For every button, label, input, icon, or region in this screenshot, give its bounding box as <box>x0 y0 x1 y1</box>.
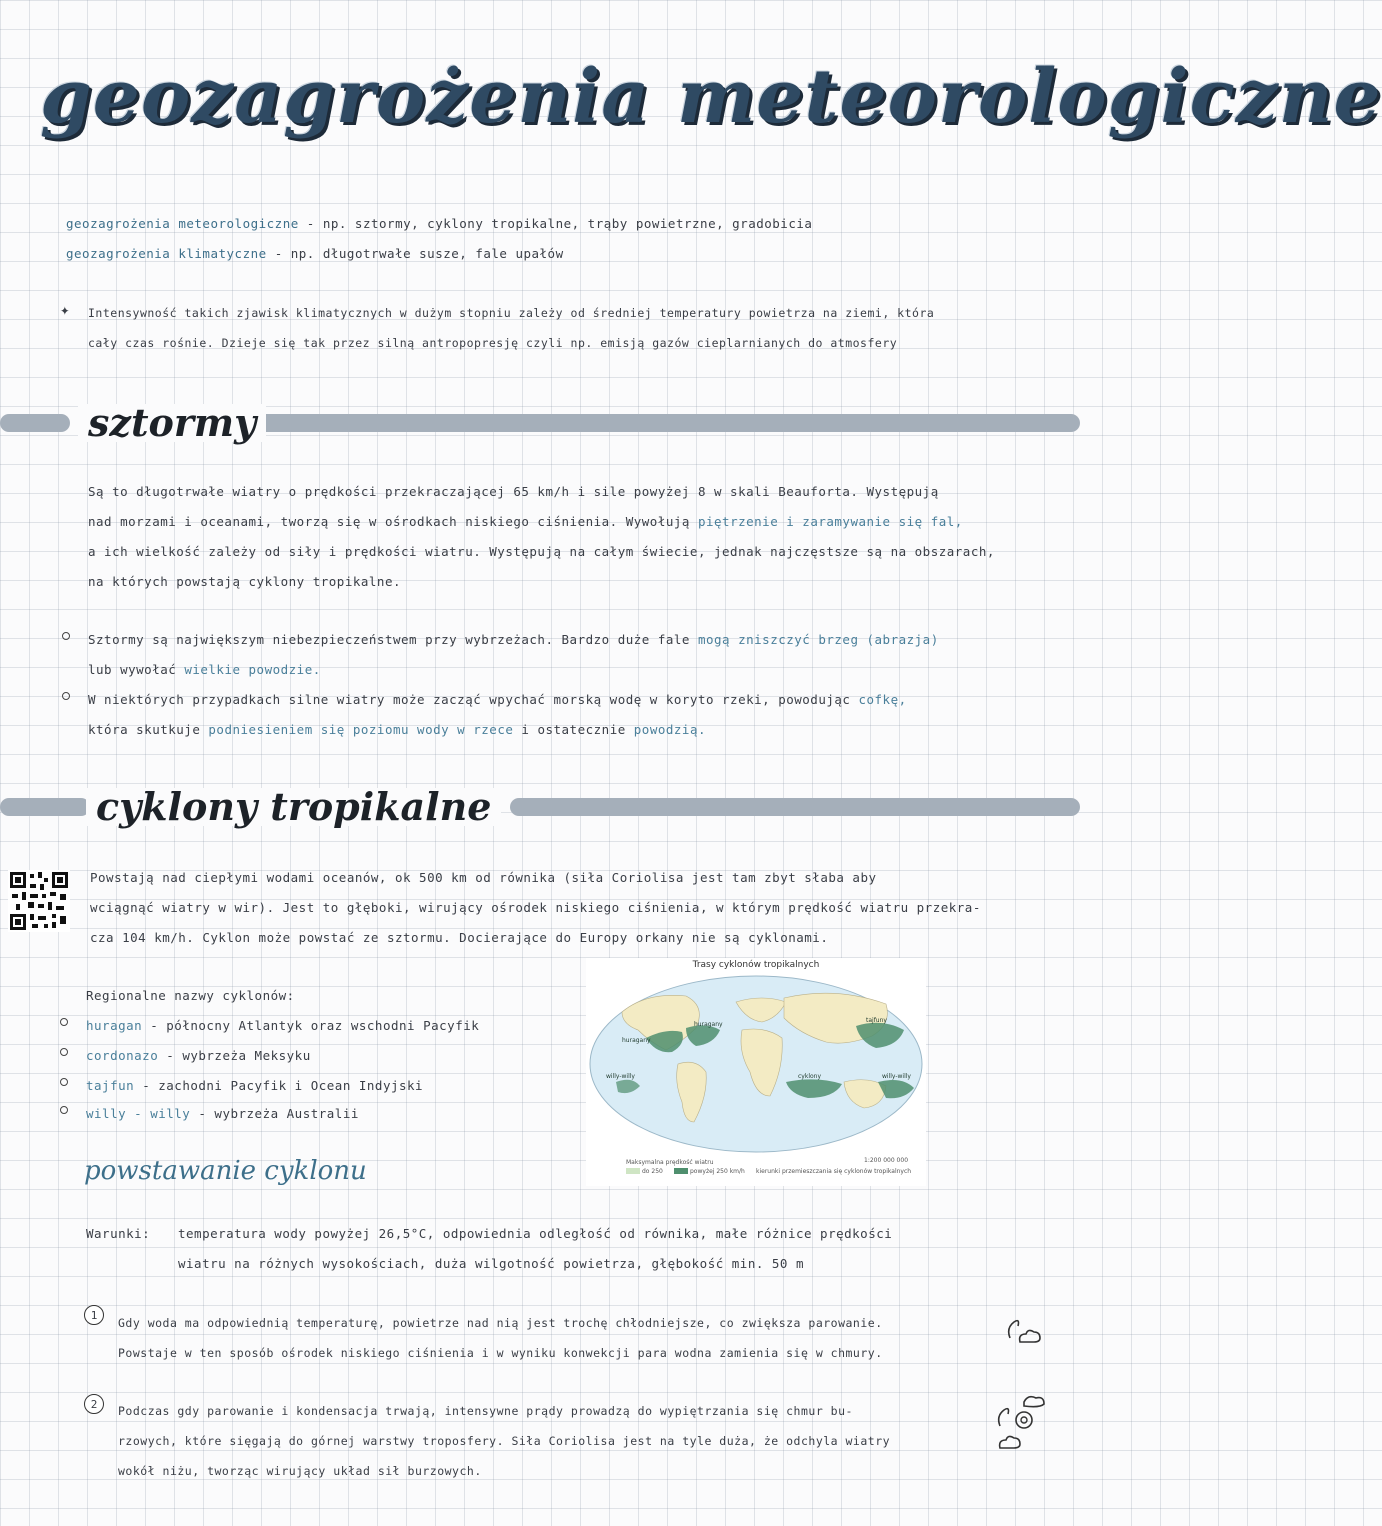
section-heading-cyclones: cyklony tropikalne <box>86 788 501 826</box>
intro-line-1 <box>66 218 812 231</box>
map-label: huragany <box>622 1037 651 1044</box>
cyclone-name: cordonazo <box>86 1048 159 1063</box>
map-title: Trasy cyklonów tropikalnych <box>692 960 820 970</box>
map-label: willy-willy <box>606 1073 635 1080</box>
storms-highlight: powodzią. <box>633 722 707 737</box>
cyclone-region: - zachodni Pacyfik i Ocean Indyjski <box>142 1078 424 1093</box>
cyclone-routes-map <box>586 958 926 1186</box>
intro-note-line-2: cały czas rośnie. Dzieje się tak przez silną antropopresję czyli np. emisją gazów cieplarnianych do atmosfery <box>88 336 898 350</box>
intro-term-meteorological: geozagrożenia meteorologiczne <box>66 216 299 231</box>
bullet-icon <box>62 692 70 700</box>
cyclones-para-line-1: Powstają nad ciepłymi wodami oceanów, ok 500 km od równika (siła Coriolisa jest tam zbyt słaba aby <box>90 870 877 885</box>
name-row <box>86 1108 359 1121</box>
page-title: geozagrożenia meteorologiczne <box>40 54 1382 140</box>
storms-highlight: piętrzenie i zaramywanie się fal, <box>697 514 963 529</box>
storms-text: która skutkuje <box>88 722 201 737</box>
storms-highlight: podniesieniem się poziomu wody w rzece <box>208 722 514 737</box>
names-heading: Regionalne nazwy cyklonów: <box>86 988 295 1003</box>
intro-note-line-1: Intensywność takich zjawisk klimatycznych w dużym stopniu zależy od średniej temperatury powietrza na ziemi, która <box>88 306 935 320</box>
qr-code-icon[interactable] <box>8 870 70 932</box>
storms-text: lub wywołać <box>88 662 177 677</box>
section-heading-storms: sztormy <box>78 404 266 442</box>
section-bar-left <box>0 414 70 432</box>
map-scale: 1:200 000 000 <box>864 1157 909 1164</box>
sparkle-icon: ✦ <box>60 300 70 319</box>
map-label: cyklony <box>798 1073 822 1080</box>
conditions-line-1: temperatura wody powyżej 26,5°C, odpowiednia odległość od równika, małe różnice prędkości <box>178 1226 893 1241</box>
step-2-line-2: rzowych, które sięgają do górnej warstwy troposfery. Siła Coriolisa jest na tyle duża, że odchyla wiatry <box>118 1434 891 1448</box>
step-number-badge: 2 <box>84 1394 104 1414</box>
cyclone-name: huragan <box>86 1018 143 1033</box>
storms-para-line-3: a ich wielkość zależy od siły i prędkości wiatru. Występują na całym świecie, jednak najczęstsze są na obszarach, <box>88 544 995 559</box>
storms-text: W niektórych przypadkach silne wiatry może zacząć wpychać morską wodę w koryto rzeki, powodując <box>88 692 851 707</box>
intro-examples-climatic: - np. długotrwałe susze, fale upałów <box>274 246 564 261</box>
cyclone-name: willy - willy <box>86 1106 191 1121</box>
storms-text: nad morzami i oceanami, tworzą się w ośrodkach niskiego ciśnienia. Wywołują <box>88 514 690 529</box>
storms-highlight: cofkę, <box>858 692 907 707</box>
evaporation-cloud-icon <box>1004 1314 1044 1350</box>
storms-bullet-1-line-1 <box>88 634 939 647</box>
storm-cloud-icon <box>990 1392 1050 1456</box>
cyclones-para-line-2: wciągnąć wiatry w wir). Jest to głęboki, wirujący ośrodek niskiego ciśnienia, w którym prędkość wiatru przekra- <box>90 900 981 915</box>
storms-para-line-4: na których powstają cyklony tropikalne. <box>88 574 401 589</box>
name-row <box>86 1020 479 1033</box>
bullet-icon <box>62 632 70 640</box>
storms-bullet-2-line-1 <box>88 694 907 707</box>
bullet-icon <box>60 1078 68 1086</box>
map-legend-title: Maksymalna prędkość wiatru <box>626 1159 714 1166</box>
section-bar-right <box>510 798 1080 816</box>
conditions-line-2: wiatru na różnych wysokościach, duża wilgotność powietrza, głębokość min. 50 m <box>178 1256 804 1271</box>
formation-heading: powstawanie cyklonu <box>84 1156 367 1186</box>
name-row <box>86 1080 423 1093</box>
step-2-line-1: Podczas gdy parowanie i kondensacja trwają, intensywne prądy prowadzą do wypiętrzania się chmur bu- <box>118 1404 853 1418</box>
step-1-line-1: Gdy woda ma odpowiednią temperaturę, powietrze nad nią jest trochę chłodniejsze, co zwiększa parowanie. <box>118 1316 883 1330</box>
cyclone-region: - wybrzeża Australii <box>198 1106 359 1121</box>
step-1-line-2: Powstaje w ten sposób ośrodek niskiego ciśnienia i w wyniku konwekcji para wodna zamienia się w chmury. <box>118 1346 883 1360</box>
storms-para-line-2 <box>88 516 963 529</box>
map-label: willy-willy <box>882 1073 911 1080</box>
legend-swatch-low <box>626 1168 640 1174</box>
world-map-illustration <box>586 972 926 1156</box>
storms-bullet-1-line-2 <box>88 664 321 677</box>
step-number-badge: 1 <box>84 1305 104 1325</box>
map-legend-low: do 250 <box>642 1168 663 1175</box>
step-2-line-3: wokół niżu, tworząc wirujący układ sił burzowych. <box>118 1464 482 1478</box>
map-label: huragany <box>694 1021 723 1028</box>
map-legend-high: powyżej 250 km/h <box>690 1168 745 1175</box>
storms-para-line-1: Są to długotrwałe wiatry o prędkości przekraczającej 65 km/h i sile powyżej 8 w skali Beauforta. Występują <box>88 484 939 499</box>
storms-highlight: mogą zniszczyć brzeg (abrazja) <box>697 632 939 647</box>
cyclones-para-line-3: cza 104 km/h. Cyklon może powstać ze sztormu. Docierające do Europy orkany nie są cyklonami. <box>90 930 829 945</box>
legend-swatch-high <box>674 1168 688 1174</box>
section-bar-right <box>240 414 1080 432</box>
storms-bullet-2-line-2 <box>88 724 706 737</box>
intro-examples-meteorological: - np. sztormy, cyklony tropikalne, trąby powietrzne, gradobicia <box>306 216 813 231</box>
intro-line-2 <box>66 248 564 261</box>
map-label: tajfuny <box>866 1017 887 1024</box>
cyclone-region: - wybrzeża Meksyku <box>166 1048 311 1063</box>
storms-text: i ostatecznie <box>521 722 626 737</box>
name-row <box>86 1050 311 1063</box>
map-legend-route: kierunki przemieszczania się cyklonów tropikalnych <box>756 1168 912 1175</box>
cyclone-name: tajfun <box>86 1078 135 1093</box>
conditions-label: Warunki: <box>86 1226 151 1241</box>
section-bar-left <box>0 798 90 816</box>
cyclone-region: - północny Atlantyk oraz wschodni Pacyfik <box>150 1018 480 1033</box>
bullet-icon <box>60 1048 68 1056</box>
bullet-icon <box>60 1018 68 1026</box>
intro-term-climatic: geozagrożenia klimatyczne <box>66 246 267 261</box>
storms-text: Sztormy są największym niebezpieczeństwem przy wybrzeżach. Bardzo duże fale <box>88 632 690 647</box>
bullet-icon <box>60 1106 68 1114</box>
storms-highlight: wielkie powodzie. <box>184 662 321 677</box>
